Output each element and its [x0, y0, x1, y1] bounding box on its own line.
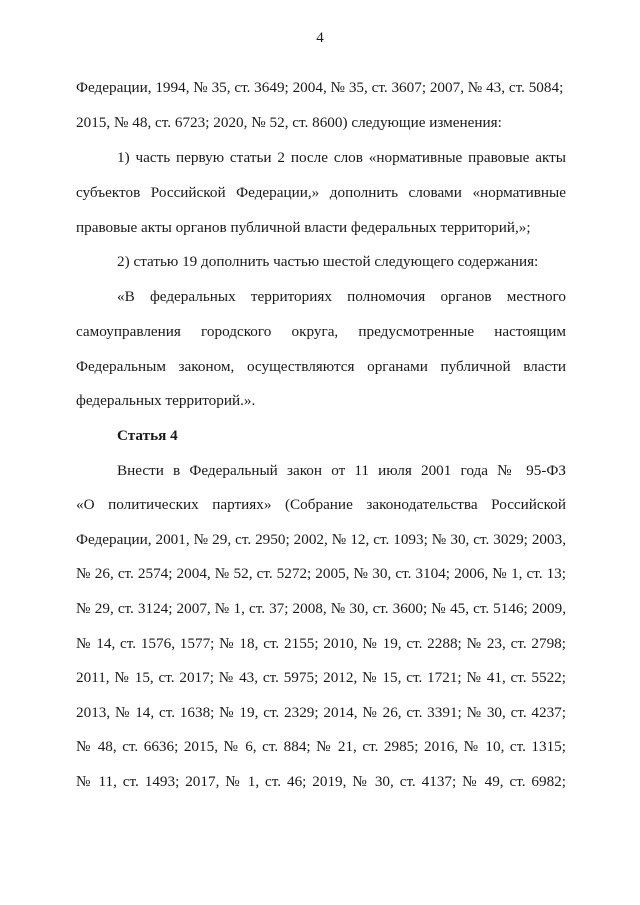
text-line: субъектов Российской Федерации,» дополнить словами «нормативные [76, 184, 566, 201]
text-line: № 48, ст. 6636; 2015, № 6, ст. 884; № 21, ст. 2985; 2016, № 10, ст. 1315; [76, 738, 566, 755]
text-line: Федеральным законом, осуществляются органами публичной власти [76, 358, 566, 375]
text-line: 1) часть первую статьи 2 после слов «нормативные правовые акты [117, 149, 566, 166]
text-line: 2015, № 48, ст. 6723; 2020, № 52, ст. 8600) следующие изменения: [76, 114, 502, 131]
text-line: № 26, ст. 2574; 2004, № 52, ст. 5272; 2005, № 30, ст. 3104; 2006, № 1, ст. 13; [76, 565, 566, 582]
text-line: 2011, № 15, ст. 2017; № 43, ст. 5975; 2012, № 15, ст. 1721; № 41, ст. 5522; [76, 669, 566, 686]
text-line: № 14, ст. 1576, 1577; № 18, ст. 2155; 2010, № 19, ст. 2288; № 23, ст. 2798; [76, 635, 566, 652]
text-line: «В федеральных территориях полномочия органов местного [117, 288, 566, 305]
text-line: Федерации, 1994, № 35, ст. 3649; 2004, № 35, ст. 3607; 2007, № 43, ст. 5084; [76, 79, 564, 96]
article-heading: Статья 4 [117, 427, 178, 444]
text-line: Федерации, 2001, № 29, ст. 2950; 2002, № 12, ст. 1093; № 30, ст. 3029; 2003, [76, 531, 566, 548]
page-number: 4 [316, 30, 324, 46]
text-line: федеральных территорий.». [76, 392, 256, 409]
text-line: «О политических партиях» (Собрание законодательства Российской [76, 496, 566, 513]
text-line: 2) статью 19 дополнить частью шестой следующего содержания: [117, 253, 539, 270]
text-line: № 29, ст. 3124; 2007, № 1, ст. 37; 2008, № 30, ст. 3600; № 45, ст. 5146; 2009, [76, 600, 566, 617]
text-line: самоуправления городского округа, предусмотренные настоящим [76, 323, 566, 340]
text-line: Внести в Федеральный закон от 11 июля 2001 года № 95-ФЗ [117, 462, 566, 479]
text-line: № 11, ст. 1493; 2017, № 1, ст. 46; 2019, № 30, ст. 4137; № 49, ст. 6982; [76, 773, 566, 790]
text-line: правовые акты органов публичной власти федеральных территорий,»; [76, 219, 531, 236]
text-line: 2013, № 14, ст. 1638; № 19, ст. 2329; 2014, № 26, ст. 3391; № 30, ст. 4237; [76, 704, 566, 721]
